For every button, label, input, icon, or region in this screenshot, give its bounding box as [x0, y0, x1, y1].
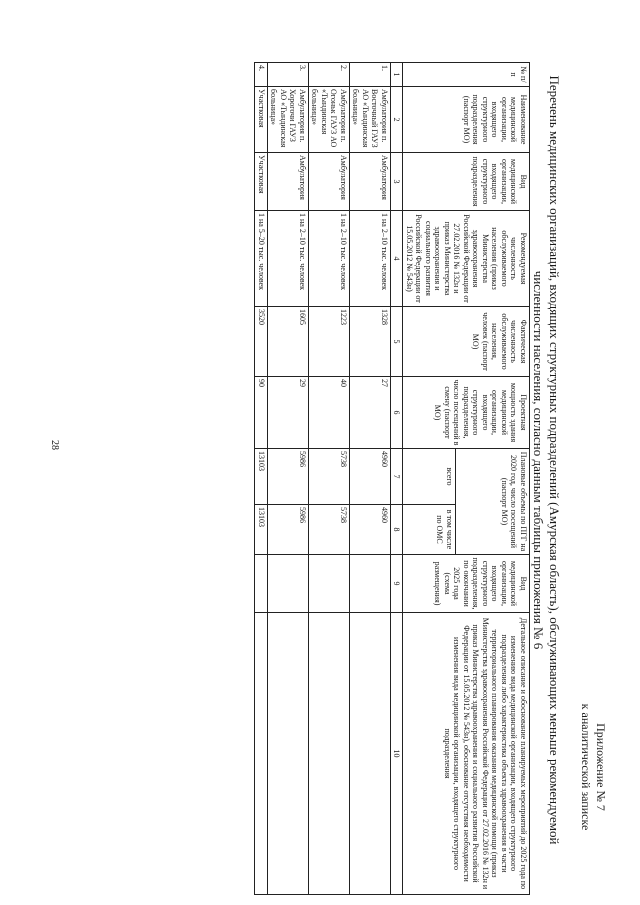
org-kind: Участковая	[255, 153, 268, 211]
capacity: 90	[255, 377, 268, 449]
col-number: 4	[391, 211, 404, 307]
appendix-caption	[578, 657, 608, 877]
row-number: 4.	[255, 63, 268, 87]
appendix-reference: к аналитической записке	[579, 703, 593, 831]
table-container	[255, 62, 531, 894]
header-total: всего	[403, 449, 455, 505]
col-number: 6	[391, 377, 404, 449]
table-row	[350, 63, 391, 895]
org-kind: Амбулатория	[350, 153, 391, 211]
header-oms: в том числе по ОМС	[403, 505, 455, 555]
recommended: 1 на 5–20 тыс. человек	[255, 211, 268, 307]
planned-oms: 4960	[350, 505, 391, 555]
capacity: 27	[350, 377, 391, 449]
header-description: Детальное описание и обоснование планируемых мероприятий до 2025 года по изменению вида медицинской организации, входящего структурного подразделения либо характеристика объекта здравоохранения в части территориального планирования оказания медицинской помощи (приказ Министерства здравоохранения Российской Федерации от 27.02.2016 № 132н и приказ Министерства здравоохранения и социального развития Российской Федерации от 15.05.2012 № 543н), обоснование отсутствия необходимости изменения вида медицинской организации, входящего структурного подразделения	[403, 613, 530, 895]
org-kind: Амбулатория	[268, 153, 309, 211]
header-actual: Фактическая численность обслуживаемого населения, человек (паспорт МО)	[403, 307, 530, 377]
header-row	[455, 63, 529, 895]
actual: 1328	[350, 307, 391, 377]
col-number: 9	[391, 555, 404, 613]
row-number: 2.	[309, 63, 350, 87]
data-table	[255, 62, 531, 895]
planned-total: 4960	[350, 449, 391, 505]
document-title: Перечень медицинских организаций, входящих структурных подразделений (Амурская область), обслуживающих меньше рекомендуемой численности населения, согласно данным таблицы приложения № 6	[531, 75, 562, 845]
capacity: 40	[309, 377, 350, 449]
header-planned-volume: Плановые объемы по ПГГ на 2020 год, число посещений (паспорт МО)	[455, 449, 529, 555]
org-name: Участковая	[255, 87, 268, 153]
org-name: Амбулатория п. Огоньк ГАУЗ АО «Тындинская больница»	[309, 87, 350, 153]
header-kind-2025: Вид медицинской организации, входящего структурного подразделения, по окончании 2025 года (схема размещения)	[403, 555, 530, 613]
description	[309, 613, 350, 895]
col-number: 3	[391, 153, 404, 211]
header-capacity: Проектная мощность здания медицинской организации, входящего структурного подразделения, число посещений в смену (паспорт МО)	[403, 377, 530, 449]
recommended: 1 на 2–10 тыс. человек	[350, 211, 391, 307]
planned-oms: 5738	[309, 505, 350, 555]
planned-total: 13103	[255, 449, 268, 505]
recommended: 1 на 2–10 тыс. человек	[268, 211, 309, 307]
description	[255, 613, 268, 895]
recommended: 1 на 2–10 тыс. человек	[309, 211, 350, 307]
description	[268, 613, 309, 895]
table-row	[268, 63, 309, 895]
header-org-kind: Вид медицинской организации, входящего структурного подразделения	[403, 153, 530, 211]
col-number: 1	[391, 63, 404, 87]
col-number: 10	[391, 613, 404, 895]
header-number: № п/п	[403, 63, 530, 87]
org-name: Амбулатория п. Хорогочи ГАУЗ АО «Тындинская больница»	[268, 87, 309, 153]
row-number: 1.	[350, 63, 391, 87]
planned-oms: 5986	[268, 505, 309, 555]
col-number: 2	[391, 87, 404, 153]
planned-total: 5738	[309, 449, 350, 505]
kind-2025	[309, 555, 350, 613]
col-number: 5	[391, 307, 404, 377]
planned-total: 5986	[268, 449, 309, 505]
header-org-name: Наименование медицинской организации, входящего структурного подразделения (паспорт МО)	[403, 87, 530, 153]
kind-2025	[350, 555, 391, 613]
table-row	[255, 63, 268, 895]
row-number: 3.	[268, 63, 309, 87]
kind-2025	[268, 555, 309, 613]
actual: 1605	[268, 307, 309, 377]
org-name: Амбулатория п. Восточный ГАУЗ АО «Тындинская больница»	[350, 87, 391, 153]
org-kind: Амбулатория	[309, 153, 350, 211]
description	[350, 613, 391, 895]
page-number: 28	[49, 440, 60, 450]
column-number-row	[391, 63, 404, 895]
kind-2025	[255, 555, 268, 613]
actual: 1223	[309, 307, 350, 377]
actual: 3520	[255, 307, 268, 377]
planned-oms: 13103	[255, 505, 268, 555]
appendix-number: Приложение № 7	[594, 723, 608, 811]
header-recommended: Рекомендуемая численность обслуживаемого населения (приказ Министерства здравоохранения Российской Федерации от 27.02.2016 № 132н и приказ Министерства здравоохранения и социального развития Российской Федерации от 15.05.2012 № 543н)	[403, 211, 530, 307]
table-row	[309, 63, 350, 895]
col-number: 7	[391, 449, 404, 505]
col-number: 8	[391, 505, 404, 555]
capacity: 29	[268, 377, 309, 449]
